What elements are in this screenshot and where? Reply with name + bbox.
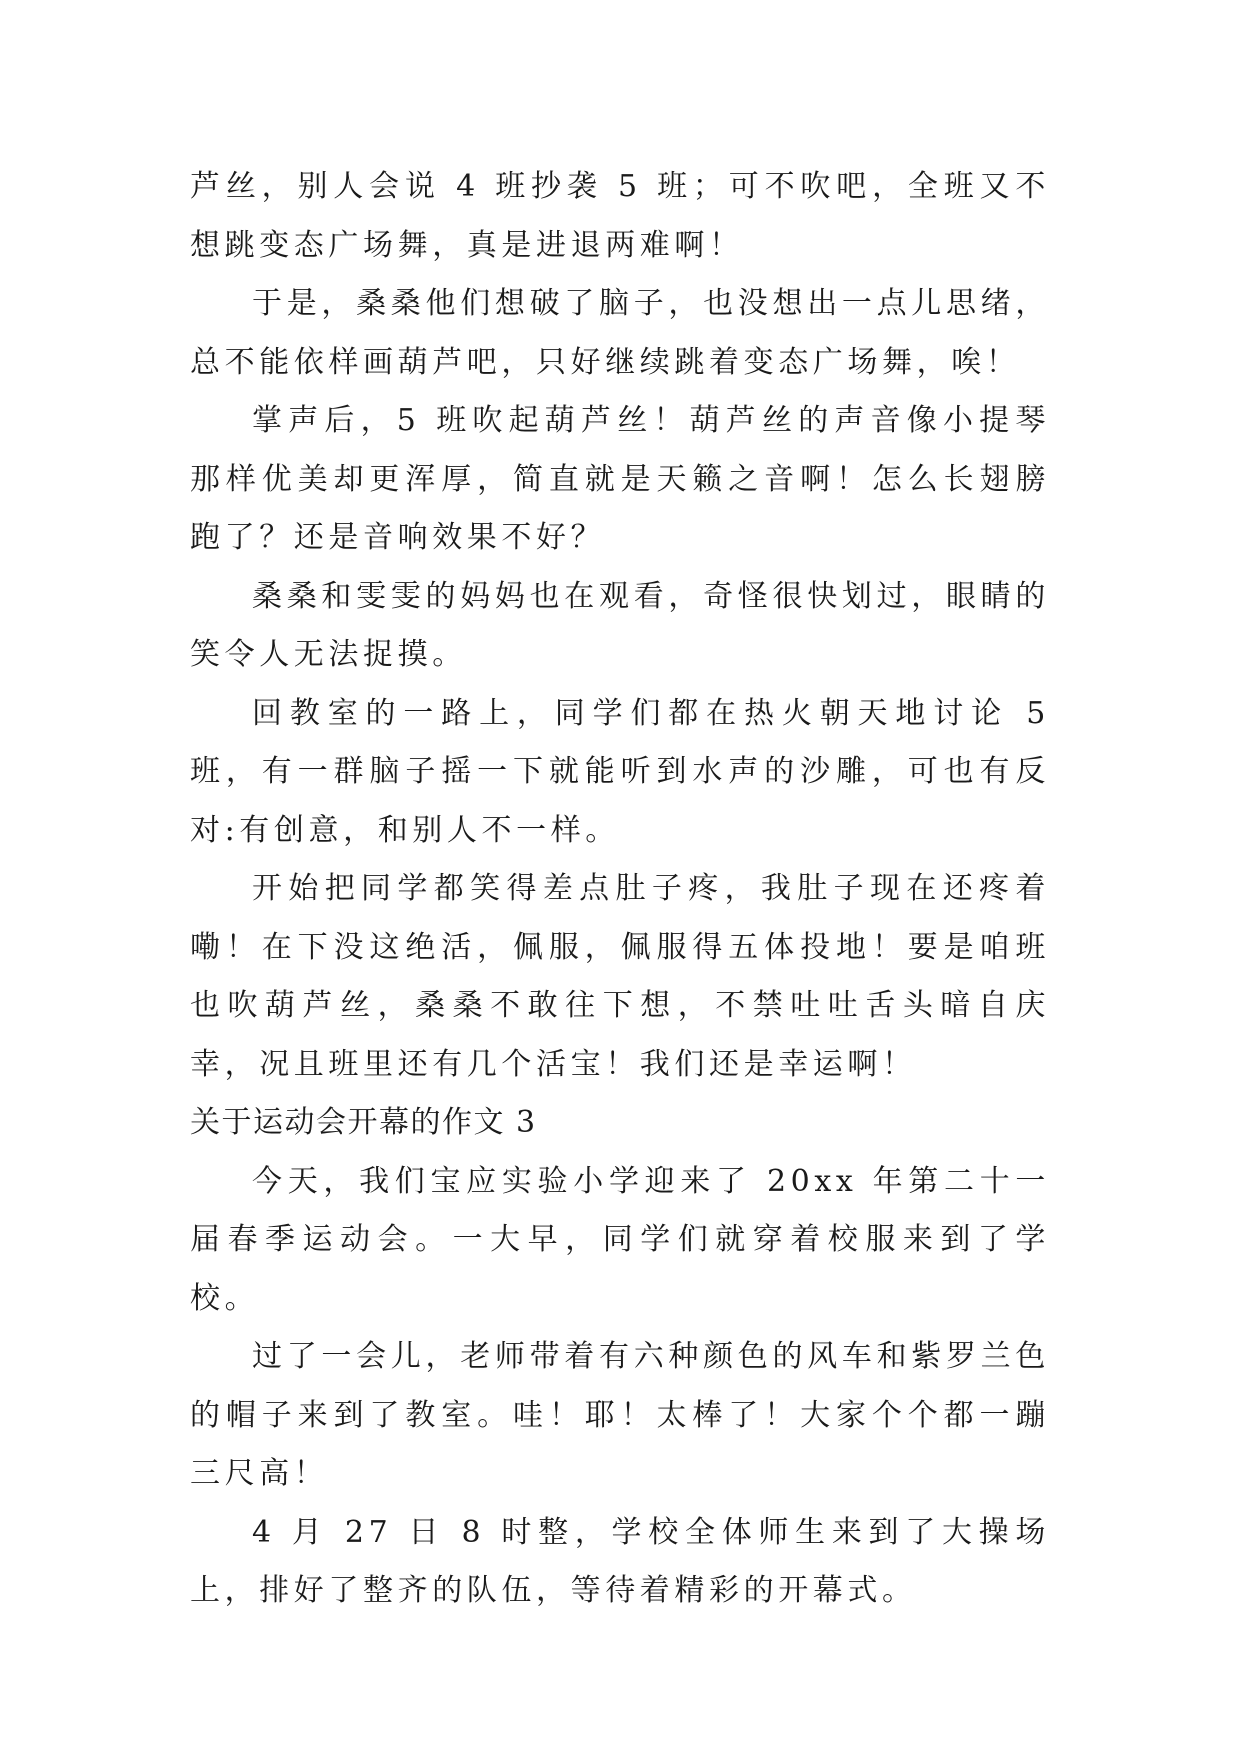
- paragraph: 芦丝，别人会说 4 班抄袭 5 班；可不吹吧，全班又不想跳变态广场舞，真是进退两难啊！: [190, 169, 1050, 263]
- document-body: [190, 158, 1050, 1621]
- section-heading: 关于运动会开幕的作文 3: [190, 1105, 537, 1140]
- paragraph: 开始把同学都笑得差点肚子疼，我肚子现在还疼着嘞！在下没这绝活，佩服，佩服得五体投地！要是咱班也吹葫芦丝，桑桑不敢往下想，不禁吐吐舌头暗自庆幸，况且班里还有几个活宝！我们还是幸运啊！: [190, 871, 1050, 1082]
- paragraph: 今天，我们宝应实验小学迎来了 20xx 年第二十一届春季运动会。一大早，同学们就穿着校服来到了学校。: [190, 1163, 1050, 1316]
- paragraph: 回教室的一路上，同学们都在热火朝天地讨论 5 班，有一群脑子摇一下就能听到水声的沙雕，可也有反对:有创意，和别人不一样。: [190, 695, 1050, 848]
- paragraph: 于是，桑桑他们想破了脑子，也没想出一点儿思绪，总不能依样画葫芦吧，只好继续跳着变态广场舞，唉！: [190, 286, 1050, 380]
- paragraph: 掌声后，5 班吹起葫芦丝！葫芦丝的声音像小提琴那样优美却更浑厚，简直就是天籁之音啊！怎么长翅膀跑了？还是音响效果不好？: [190, 403, 1050, 555]
- paragraph: 过了一会儿，老师带着有六种颜色的风车和紫罗兰色的帽子来到了教室。哇！耶！太棒了！大家个个都一蹦三尺高！: [190, 1339, 1050, 1491]
- paragraph: 桑桑和雯雯的妈妈也在观看，奇怪很快划过，眼睛的笑令人无法捉摸。: [190, 578, 1050, 672]
- paragraph: 4 月 27 日 8 时整，学校全体师生来到了大操场上，排好了整齐的队伍，等待着精彩的开幕式。: [190, 1514, 1050, 1608]
